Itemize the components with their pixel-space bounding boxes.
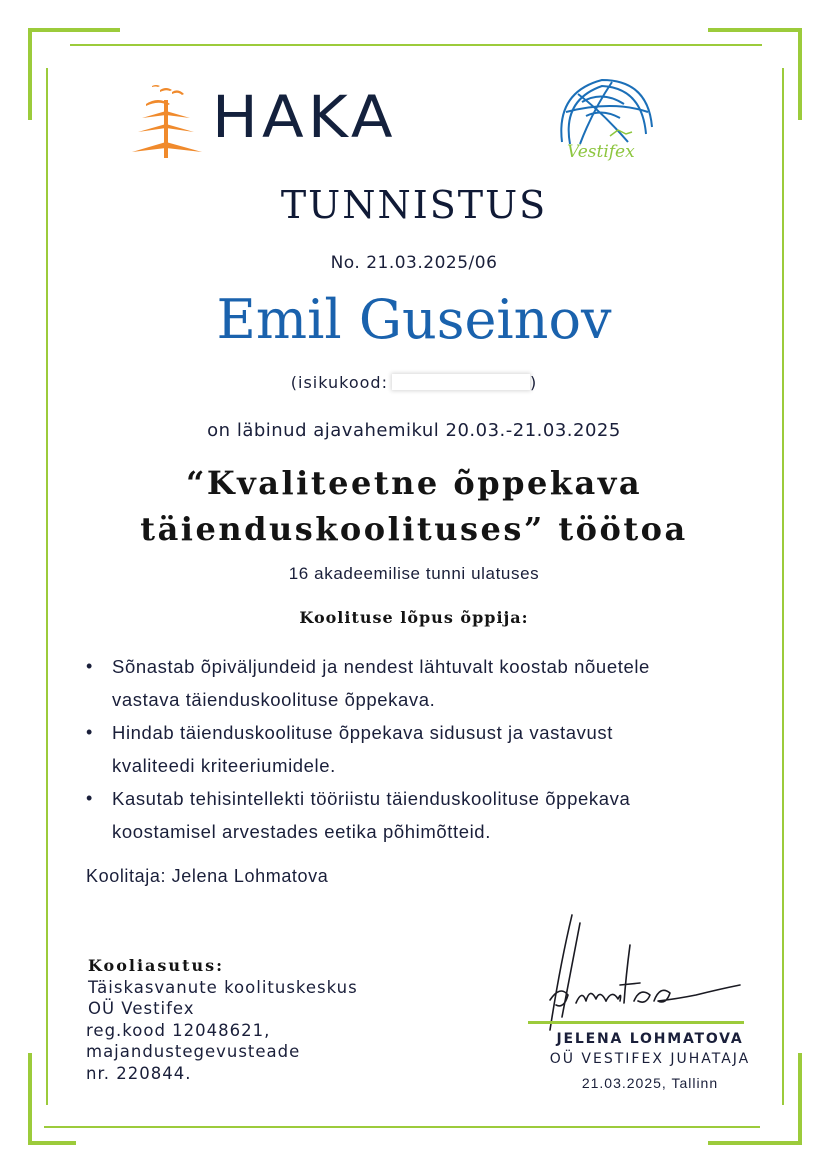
handwritten-signature [520, 905, 760, 1035]
personal-id-line [0, 373, 828, 392]
outcome-text-line: vastava täienduskoolituse õppekava. [112, 689, 436, 710]
outcome-text-line: • Kasutab tehisintellekti tööriistu täienduskoolituse õppekava [112, 788, 631, 809]
vestifex-wordmark: Vestifex [567, 142, 635, 162]
haka-logo [130, 80, 400, 160]
signature-underline [528, 1021, 744, 1024]
institution-line: majandustegevusteade [86, 1042, 301, 1061]
outcomes-heading: Koolituse lõpus õppija: [299, 608, 529, 627]
frame-outer-top-right-v [798, 28, 802, 120]
personal-id-label: (isikukood: [290, 373, 388, 392]
outcome-text-line: • Hindab täienduskoolituse õppekava sidusust ja vastavust [112, 722, 613, 743]
outcome-text-line: • Sõnastab õpiväljundeid ja nendest lähtuvalt koostab nõuetele [112, 656, 650, 677]
tree-icon [130, 80, 206, 160]
signatory-role: OÜ VESTIFEX JUHATAJA [549, 1051, 751, 1067]
signature-date-place: 21.03.2025, Tallinn [581, 1075, 719, 1091]
course-title-line1: “Kvaliteetne õppekava [185, 464, 643, 502]
frame-inner-top [70, 44, 762, 46]
frame-outer-bottom-right-h [708, 1141, 802, 1145]
learning-outcomes-list [86, 650, 766, 848]
course-title-line2: täienduskoolituses” töötoa [140, 510, 688, 548]
frame-outer-bottom-right-v [798, 1053, 802, 1145]
learning-outcome [86, 716, 766, 782]
frame-outer-top-right-h [708, 28, 802, 32]
institution-line: OÜ Vestifex [88, 999, 195, 1018]
frame-outer-bottom-left-h [28, 1141, 76, 1145]
institution-line: nr. 220844. [86, 1063, 192, 1083]
personal-id-close: ) [529, 373, 538, 392]
frame-outer-top-left-h [28, 28, 120, 32]
recipient-name: Emil Guseinov [216, 288, 612, 351]
certificate-title: TUNNISTUS [280, 183, 548, 227]
learning-outcome [86, 782, 766, 848]
haka-wordmark: HAKA [212, 83, 397, 151]
completion-period: on läbinud ajavahemikul 20.03.-21.03.2025 [207, 420, 621, 441]
globe-icon [552, 72, 662, 152]
course-title [0, 460, 828, 552]
outcome-text-line: kvaliteedi kriteeriumidele. [112, 755, 336, 776]
institution-heading: Kooliasutus: [88, 956, 224, 975]
institution-block [88, 955, 358, 1084]
outcome-text-line: koostamisel arvestades eetika põhimõtteid. [112, 821, 491, 842]
personal-id-redacted [392, 374, 530, 390]
institution-line: Täiskasvanute koolituskeskus [88, 977, 358, 997]
learning-outcome [86, 650, 766, 716]
institution-line: reg.kood 12048621, [86, 1020, 271, 1040]
frame-outer-top-left-v [28, 28, 32, 120]
course-hours: 16 akadeemilise tunni ulatuses [288, 564, 540, 583]
signatory-name: JELENA LOHMATOVA [556, 1031, 744, 1047]
certificate-number: No. 21.03.2025/06 [330, 253, 498, 273]
signature-block [520, 905, 770, 1095]
vestifex-logo [552, 72, 662, 172]
frame-outer-bottom-left-v [28, 1053, 32, 1145]
trainer: Koolitaja: Jelena Lohmatova [86, 866, 329, 886]
frame-inner-bottom [44, 1126, 760, 1128]
